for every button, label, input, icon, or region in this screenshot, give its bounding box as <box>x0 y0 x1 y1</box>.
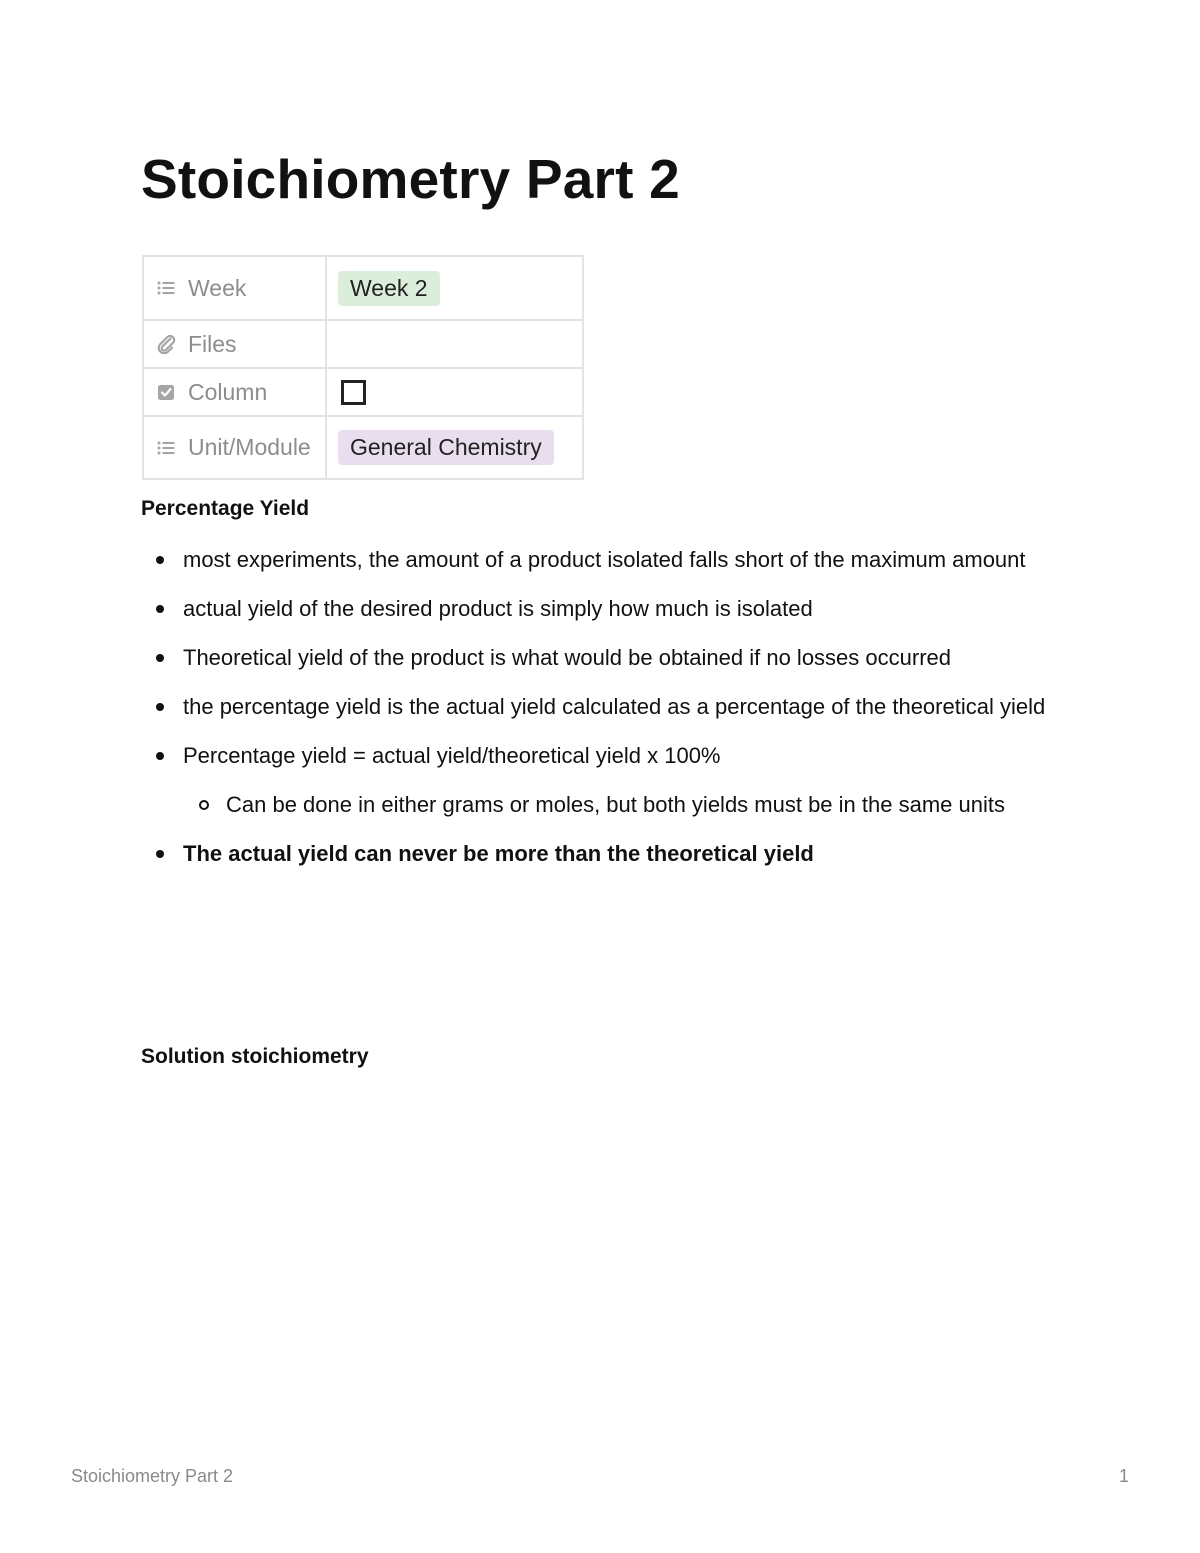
list-item: actual yield of the desired product is simply how much is isolated <box>141 591 1061 626</box>
property-label-week: Week <box>188 274 247 301</box>
list-item: most experiments, the amount of a product isolated falls short of the maximum amount <box>141 542 1061 577</box>
property-label-unit-module: Unit/Module <box>188 434 311 460</box>
percentage-yield-heading: Percentage Yield <box>141 497 310 520</box>
property-row-unit-module <box>143 416 583 479</box>
property-name-cell <box>143 368 326 416</box>
paperclip-icon <box>156 334 176 354</box>
list-item: Theoretical yield of the product is what would be obtained if no losses occurred <box>141 640 1061 675</box>
property-name-cell <box>143 416 326 479</box>
unit-module-tag[interactable]: General Chemistry <box>338 430 554 465</box>
property-value-cell[interactable] <box>326 416 583 479</box>
sub-list <box>183 787 1061 822</box>
property-label-column: Column <box>188 378 268 405</box>
property-row-files <box>143 320 583 368</box>
column-value-cell <box>326 368 583 416</box>
properties-table <box>142 255 584 480</box>
solution-stoichiometry-heading: Solution stoichiometry <box>141 1045 369 1068</box>
list-item-text: Percentage yield = actual yield/theoretical yield x 100% <box>183 743 721 768</box>
property-row-week <box>143 256 583 320</box>
property-name-cell <box>143 320 326 368</box>
percentage-yield-list <box>141 542 1061 885</box>
list-item: the percentage yield is the actual yield calculated as a percentage of the theoretical yield <box>141 689 1061 724</box>
page-number: 1 <box>1118 1466 1129 1486</box>
sub-list-item: Can be done in either grams or moles, but both yields must be in the same units <box>183 787 1061 822</box>
property-name-cell <box>143 256 326 320</box>
week-tag[interactable]: Week 2 <box>338 271 440 306</box>
column-checkbox[interactable] <box>341 380 366 405</box>
checkbox-icon <box>156 382 176 402</box>
property-label-files: Files <box>188 330 237 357</box>
list-icon <box>156 438 176 458</box>
list-item <box>141 738 1061 822</box>
list-icon <box>156 278 176 298</box>
list-item: The actual yield can never be more than the theoretical yield <box>141 836 1061 871</box>
files-value-cell[interactable] <box>326 320 583 368</box>
property-value-cell[interactable] <box>326 256 583 320</box>
page-title: Stoichiometry Part 2 <box>141 148 680 210</box>
property-row-column <box>143 368 583 416</box>
footer-title: Stoichiometry Part 2 <box>71 1466 234 1486</box>
